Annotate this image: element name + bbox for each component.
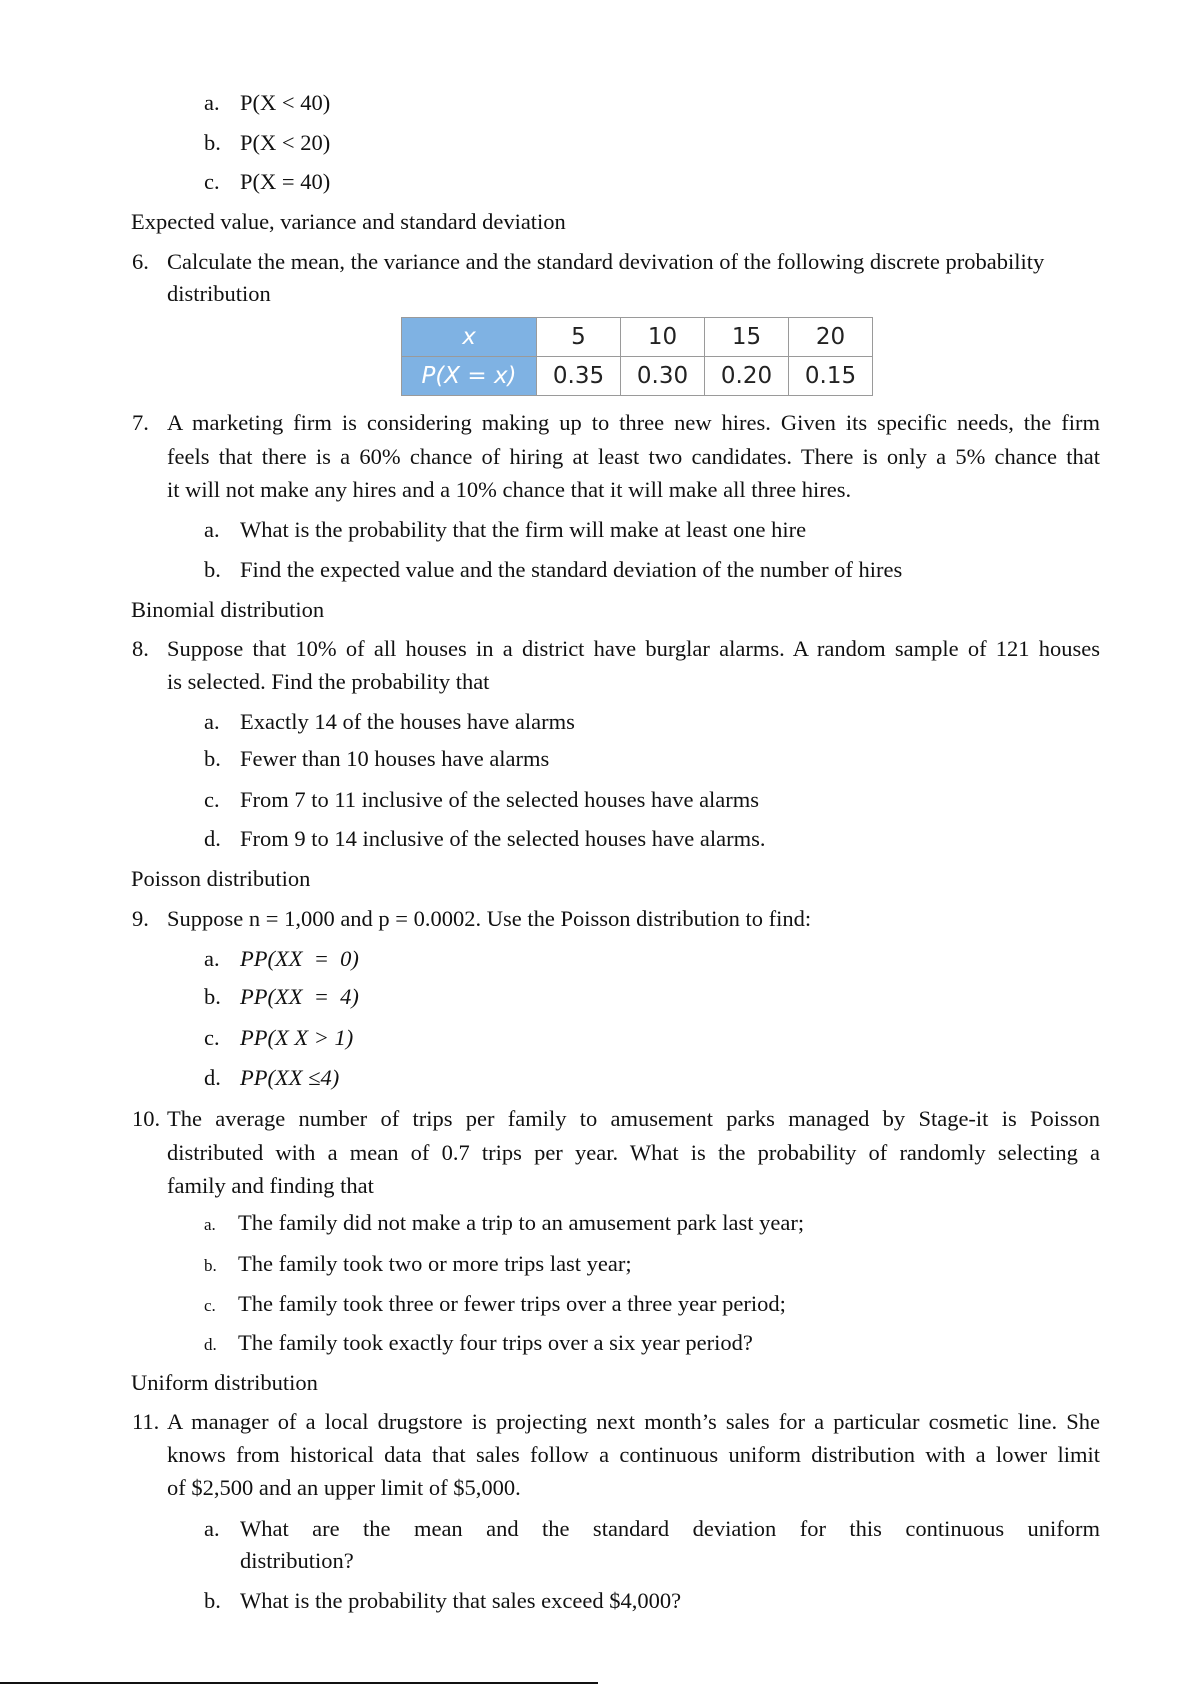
item-label: b. (204, 1588, 221, 1613)
question-number: 6. (132, 249, 149, 274)
row-header-probability: P(X = x) (402, 357, 537, 396)
question-text-line: distributed with a mean of 0.7 trips per year. What is the probability of randomly selecting a (167, 1140, 1100, 1165)
question-text-line: Suppose n = 1,000 and p = 0.0002. Use the Poisson distribution to find: (167, 906, 812, 931)
item-label: c. (204, 1025, 220, 1050)
q8-item-b: Fewer than 10 houses have alarms (240, 746, 550, 771)
item-label: c. (204, 1296, 216, 1315)
q8-item-d: From 9 to 14 inclusive of the selected houses have alarms. (240, 826, 766, 851)
q10-item-b: The family took two or more trips last year; (238, 1251, 632, 1276)
item-label: b. (204, 130, 221, 155)
question-text-line: Suppose that 10% of all houses in a district have burglar alarms. A random sample of 121 houses (167, 636, 1100, 661)
table-cell: 5 (537, 318, 621, 357)
table-cell: 0.20 (705, 357, 789, 396)
question-number: 7. (132, 410, 149, 435)
q11-item-a-continued: distribution? (240, 1548, 354, 1573)
item-label: b. (204, 746, 221, 771)
q10-item-d: The family took exactly four trips over a six year period? (238, 1330, 753, 1355)
q9-item-b: PP(XX = 4) (240, 984, 359, 1009)
question-number: 9. (132, 906, 149, 931)
item-label: a. (204, 946, 220, 971)
question-text-line: A marketing firm is considering making up to three new hires. Given its specific needs, the firm (167, 410, 1100, 435)
item-label: a. (204, 1215, 216, 1234)
question-text-line: The average number of trips per family to amusement parks managed by Stage-it is Poisson (167, 1106, 1100, 1131)
item-label: b. (204, 557, 221, 582)
question-text-line: of $2,500 and an upper limit of $5,000. (167, 1475, 521, 1500)
item-label: a. (204, 709, 220, 734)
q5-item-a: P(X < 40) (240, 90, 331, 115)
row-header-x: x (402, 318, 537, 357)
item-label: d. (204, 1335, 217, 1354)
q7-item-a: What is the probability that the firm will make at least one hire (240, 517, 807, 542)
probability-distribution-table (401, 317, 873, 396)
item-label: b. (204, 984, 221, 1009)
question-text-line: Calculate the mean, the variance and the standard devivation of the following discrete probability (167, 249, 1045, 274)
question-text-line: feels that there is a 60% chance of hiring at least two candidates. There is only a 5% chance that (167, 444, 1100, 469)
item-label: a. (204, 517, 220, 542)
footnote-separator (0, 1682, 598, 1684)
table-cell: 0.15 (789, 357, 873, 396)
question-text-line: it will not make any hires and a 10% chance that it will make all three hires. (167, 477, 852, 502)
table-cell: 20 (789, 318, 873, 357)
q5-item-b: P(X < 20) (240, 130, 331, 155)
q9-item-c: PP(X X > 1) (240, 1025, 354, 1050)
question-text-line: is selected. Find the probability that (167, 669, 490, 694)
question-text-line: family and finding that (167, 1173, 374, 1198)
q7-item-b: Find the expected value and the standard deviation of the number of hires (240, 557, 903, 582)
table-cell: 10 (621, 318, 705, 357)
item-label: c. (204, 787, 220, 812)
section-heading-uniform: Uniform distribution (131, 1370, 318, 1395)
table-cell: 0.35 (537, 357, 621, 396)
table-row-probability (402, 357, 873, 396)
section-heading-binomial: Binomial distribution (131, 597, 325, 622)
question-text-line: A manager of a local drugstore is projecting next month’s sales for a particular cosmetic line. She (167, 1409, 1100, 1434)
q9-item-a: PP(XX = 0) (240, 946, 359, 971)
table-row-x (402, 318, 873, 357)
q11-item-a: What are the mean and the standard deviation for this continuous uniform (240, 1516, 1100, 1541)
table-cell: 0.30 (621, 357, 705, 396)
item-label: d. (204, 826, 221, 851)
section-heading-poisson: Poisson distribution (131, 866, 311, 891)
q10-item-a: The family did not make a trip to an amusement park last year; (238, 1210, 805, 1235)
question-number: 11. (132, 1409, 160, 1434)
item-label: d. (204, 1065, 221, 1090)
question-text-line: knows from historical data that sales follow a continuous uniform distribution with a lower limit (167, 1442, 1100, 1467)
section-heading-expected-value: Expected value, variance and standard deviation (131, 209, 566, 234)
item-label: a. (204, 90, 220, 115)
q8-item-c: From 7 to 11 inclusive of the selected houses have alarms (240, 787, 760, 812)
q5-item-c: P(X = 40) (240, 169, 331, 194)
q10-item-c: The family took three or fewer trips over a three year period; (238, 1291, 786, 1316)
question-number: 10. (132, 1106, 161, 1131)
question-number: 8. (132, 636, 149, 661)
item-label: b. (204, 1256, 217, 1275)
item-label: c. (204, 169, 220, 194)
item-label: a. (204, 1516, 220, 1541)
q11-item-b: What is the probability that sales exceed $4,000? (240, 1588, 682, 1613)
table-cell: 15 (705, 318, 789, 357)
question-text-line: distribution (167, 281, 271, 306)
q8-item-a: Exactly 14 of the houses have alarms (240, 709, 575, 734)
q9-item-d: PP(XX ≤4) (240, 1065, 340, 1090)
